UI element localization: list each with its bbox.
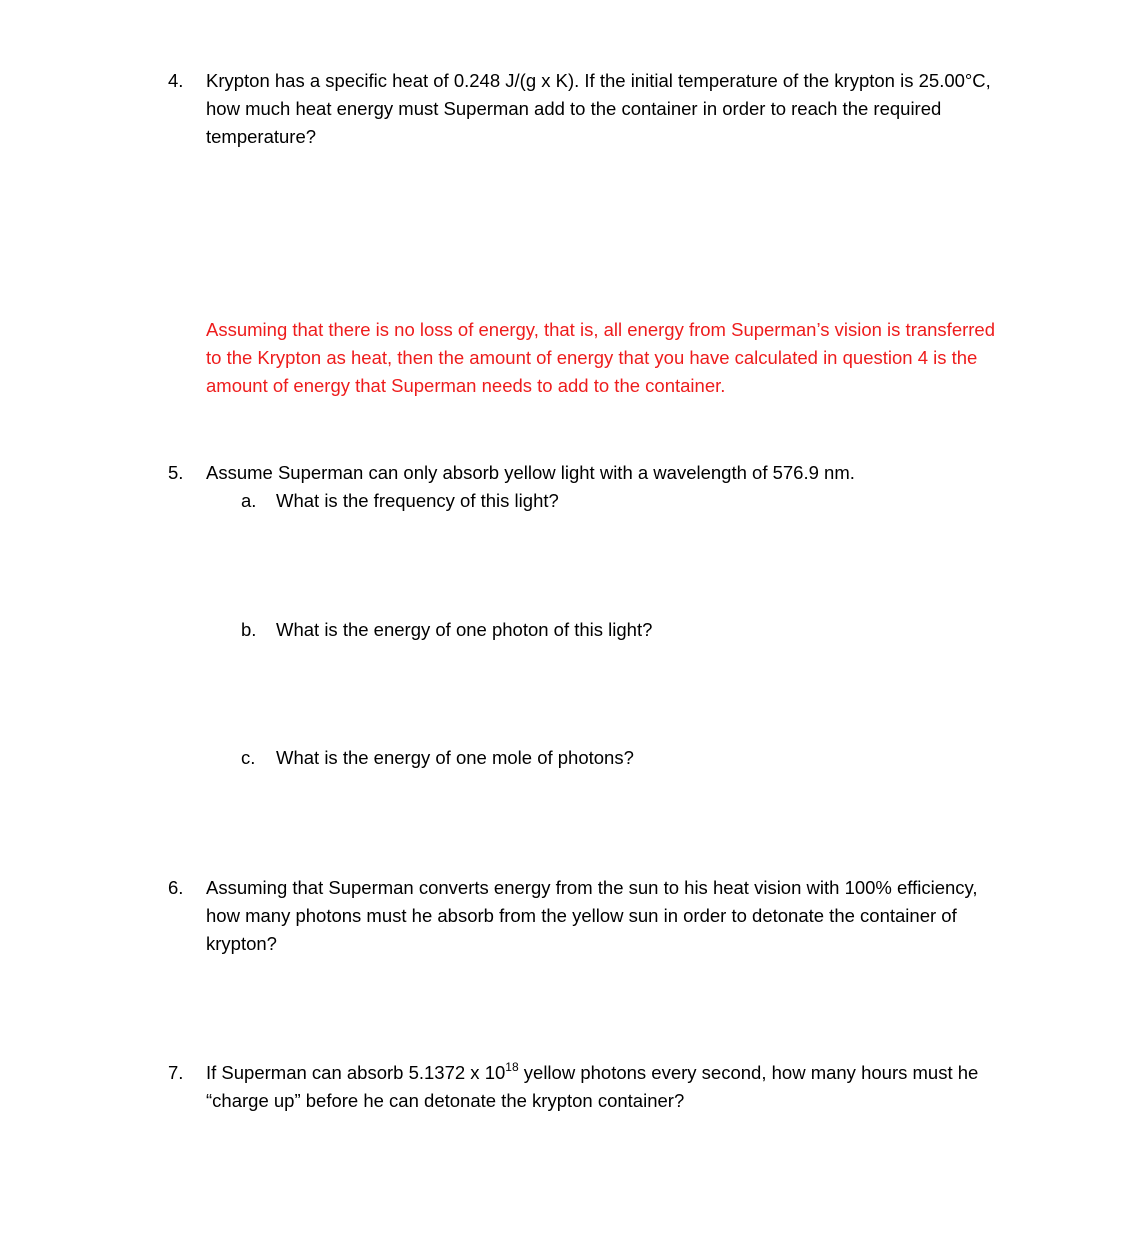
question-4-number: 4. [168,70,184,91]
answer-note-line-2: to the Krypton as heat, then the amount of energy that you have calculated in question 4 is the [206,347,978,368]
question-7-text [206,1059,1046,1115]
question-6-text [206,874,1046,958]
question-5-text: Assume Superman can only absorb yellow light with a wavelength of 576.9 nm. [206,462,855,483]
question-5a-letter: a. [241,490,257,511]
question-7-line-2: “charge up” before he can detonate the krypton container? [206,1090,685,1111]
question-7-line-1-end: yellow photons every second, how many hours must he [518,1062,979,1083]
question-4-line-3: temperature? [206,126,317,147]
question-5b-text: What is the energy of one photon of this light? [276,619,653,640]
question-5c-letter: c. [241,747,256,768]
answer-note-line-1: Assuming that there is no loss of energy, that is, all energy from Superman’s vision is transferred [206,319,996,340]
question-6-line-2: how many photons must he absorb from the yellow sun in order to detonate the container of [206,905,957,926]
question-7-exponent: 18 [505,1059,519,1074]
question-4-line-2: how much heat energy must Superman add to the container in order to reach the required [206,98,942,119]
question-6-line-3: krypton? [206,933,277,954]
question-5a-text: What is the frequency of this light? [276,490,559,511]
answer-note [206,316,1046,400]
question-4-text [206,67,1046,151]
question-6-number: 6. [168,877,184,898]
question-5-number: 5. [168,462,184,483]
question-4-line-1: Krypton has a specific heat of 0.248 J/(g x K). If the initial temperature of the krypton is 25.00°C, [206,70,991,91]
question-6-line-1: Assuming that Superman converts energy from the sun to his heat vision with 100% efficiency, [206,877,978,898]
question-5c-text: What is the energy of one mole of photons? [276,747,634,768]
question-7-line-1 [206,1059,1046,1087]
question-7-line-1-start: If Superman can absorb 5.1372 x 10 [206,1062,506,1083]
question-5b-letter: b. [241,619,257,640]
question-7-number: 7. [168,1062,184,1083]
answer-note-line-3: amount of energy that Superman needs to add to the container. [206,375,726,396]
